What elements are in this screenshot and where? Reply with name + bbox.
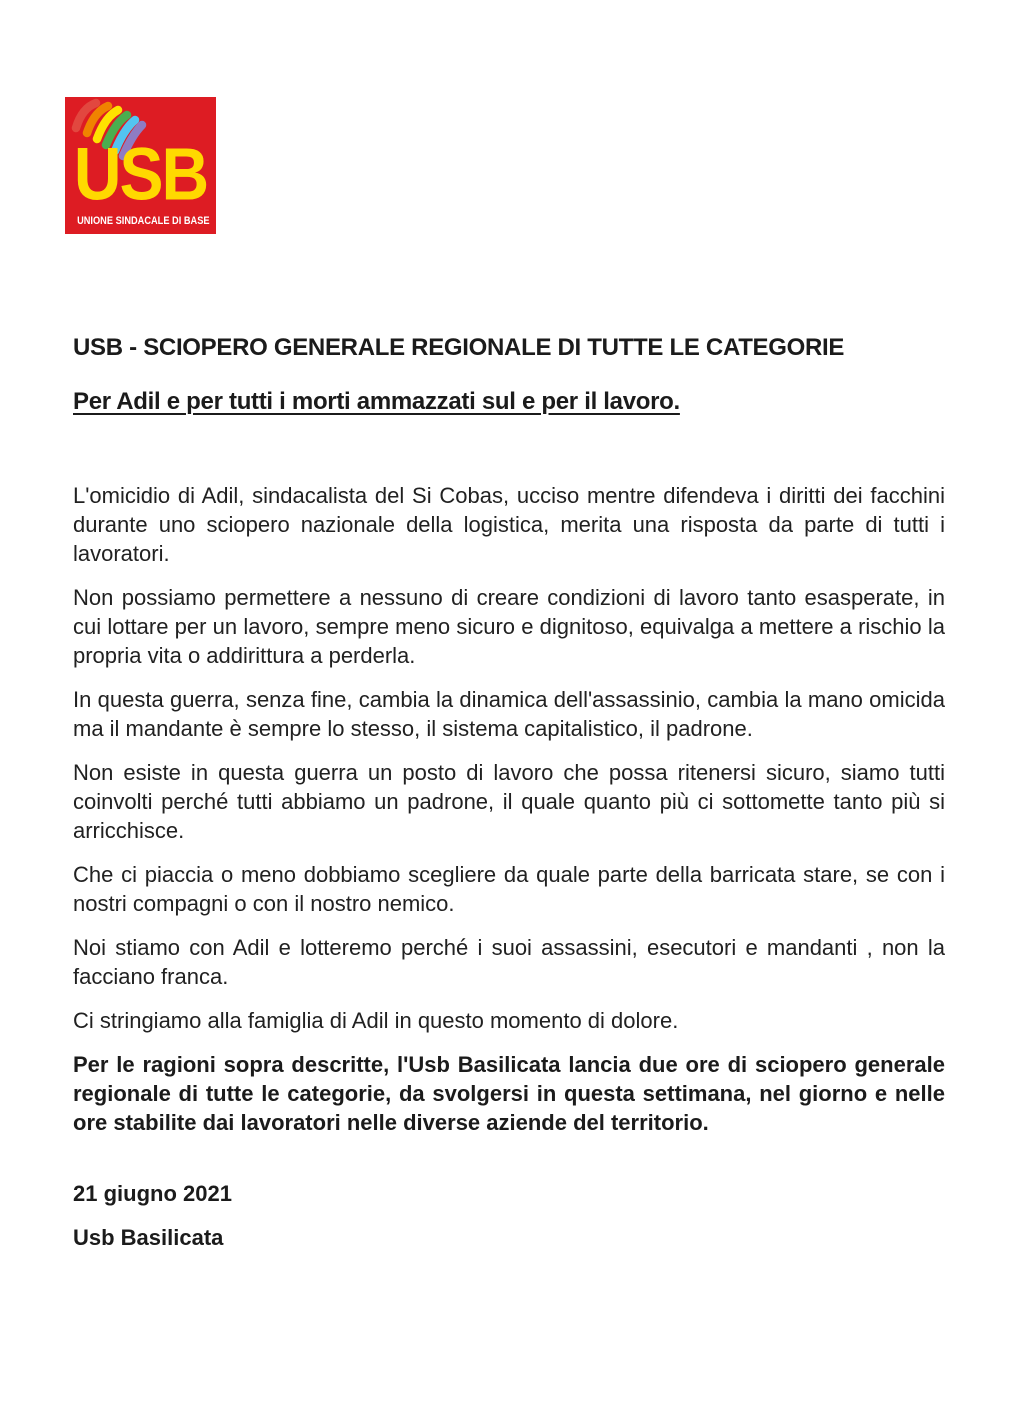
document-title: USB - SCIOPERO GENERALE REGIONALE DI TUTTE LE CATEGORIE [73, 334, 845, 361]
body-paragraph: Che ci piaccia o meno dobbiamo scegliere da quale parte della barricata stare, se con i nostri compagni o con il nostro nemico. [73, 862, 945, 917]
strike-announcement-paragraph: Per le ragioni sopra descritte, l'Usb Basilicata lancia due ore di sciopero generale regionale di tutte le categorie, da svolgersi in questa settimana, nel giorno e nelle ore stabilite dai lavoratori nelle diverse aziende del territorio. [73, 1052, 945, 1136]
document-content [73, 334, 945, 1267]
body-paragraph: Non possiamo permettere a nessuno di creare condizioni di lavoro tanto esasperate, in cui lottare per un lavoro, sempre meno sicuro e dignitoso, equivalga a mettere a rischio la propria vita o addirittura a perderla. [73, 585, 945, 669]
body-paragraph: In questa guerra, senza fine, cambia la dinamica dell'assassinio, cambia la mano omicida ma il mandante è sempre lo stesso, il sistema capitalistico, il padrone. [73, 687, 945, 742]
body-paragraph: Noi stiamo con Adil e lotteremo perché i suoi assassini, esecutori e mandanti , non la facciano franca. [73, 935, 945, 990]
document-subtitle: Per Adil e per tutti i morti ammazzati sul e per il lavoro. [73, 387, 680, 415]
logo-abbr-text: USB [73, 132, 208, 216]
body-paragraph: Ci stringiamo alla famiglia di Adil in questo momento di dolore. [73, 1008, 679, 1034]
logo-org-name: UNIONE SINDACALE DI BASE [77, 215, 210, 227]
document-signature: Usb Basilicata [73, 1225, 224, 1251]
usb-logo [65, 97, 216, 234]
body-paragraph: Non esiste in questa guerra un posto di lavoro che possa ritenersi sicuro, siamo tutti coinvolti perché tutti abbiamo un padrone, il quale quanto più ci sottomette tanto più si arricchisce. [73, 760, 945, 844]
document-body [73, 481, 945, 1252]
document-date: 21 giugno 2021 [73, 1181, 232, 1207]
body-paragraph: L'omicidio di Adil, sindacalista del Si Cobas, ucciso mentre difendeva i diritti dei facchini durante uno sciopero nazionale della logistica, merita una risposta da parte di tutti i lavoratori. [73, 483, 945, 567]
